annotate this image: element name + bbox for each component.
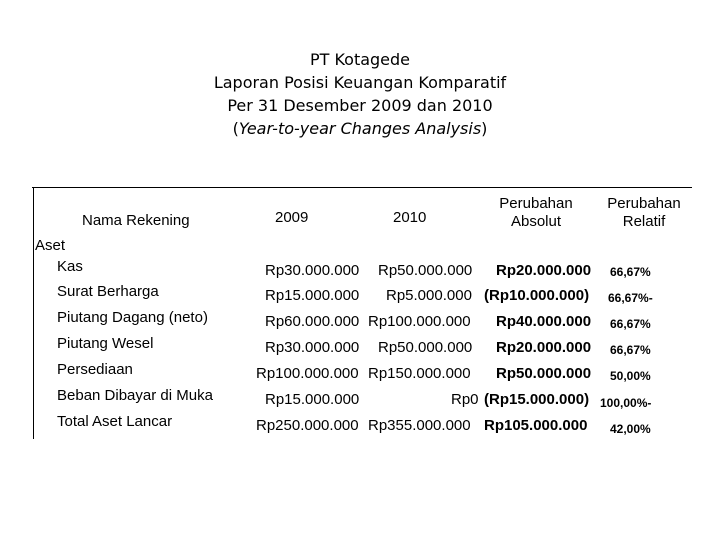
row-value-2009: Rp250.000.000 xyxy=(256,417,359,434)
row-value-2010: Rp150.000.000 xyxy=(368,365,471,382)
analysis-type: Year-to-year Changes Analysis xyxy=(238,119,482,138)
row-value-2010: Rp50.000.000 xyxy=(378,262,473,279)
header-2009: 2009 xyxy=(275,209,309,226)
header-account: Nama Rekening xyxy=(82,212,190,229)
row-relative-change: 100,00%- xyxy=(600,396,652,410)
report-subtitle xyxy=(0,117,720,140)
row-value-2010: Rp355.000.000 xyxy=(368,417,471,434)
row-value-2010: Rp0 xyxy=(451,391,479,408)
row-value-2009: Rp100.000.000 xyxy=(256,365,359,382)
report-period: Per 31 Desember 2009 dan 2010 xyxy=(227,96,493,115)
paren-open: ( xyxy=(232,119,239,138)
row-absolute-change: (Rp15.000.000) xyxy=(484,391,590,408)
report-title xyxy=(0,48,720,140)
row-absolute-change: Rp40.000.000 xyxy=(496,313,592,330)
row-absolute-change: Rp50.000.000 xyxy=(496,365,592,382)
paren-close: ) xyxy=(481,119,488,138)
header-relative-change xyxy=(600,195,688,231)
row-relative-change: 66,67% xyxy=(610,265,651,279)
company-name: PT Kotagede xyxy=(309,50,411,69)
row-relative-change: 66,67%- xyxy=(608,291,653,305)
row-value-2009: Rp15.000.000 xyxy=(265,287,360,304)
row-absolute-change: (Rp10.000.000) xyxy=(484,287,590,304)
row-label: Persediaan xyxy=(57,361,133,378)
table-top-rule xyxy=(32,187,692,188)
row-relative-change: 66,67% xyxy=(610,317,651,331)
header-relative-line2: Relatif xyxy=(622,213,666,230)
table-left-rule xyxy=(33,187,34,439)
row-absolute-change: Rp20.000.000 xyxy=(496,339,592,356)
row-label: Kas xyxy=(57,258,83,275)
row-value-2010: Rp50.000.000 xyxy=(378,339,473,356)
row-value-2009: Rp60.000.000 xyxy=(265,313,360,330)
header-absolute-change xyxy=(494,195,578,231)
row-absolute-change: Rp105.000.000 xyxy=(484,417,588,434)
row-relative-change: 50,00% xyxy=(610,369,651,383)
row-label: Surat Berharga xyxy=(57,283,159,300)
row-relative-change: 66,67% xyxy=(610,343,651,357)
row-label: Piutang Dagang (neto) xyxy=(57,309,208,326)
row-relative-change: 42,00% xyxy=(610,422,651,436)
header-absolute-line2: Absolut xyxy=(510,213,562,230)
header-2010: 2010 xyxy=(393,209,427,226)
row-value-2009: Rp30.000.000 xyxy=(265,339,360,356)
row-value-2009: Rp30.000.000 xyxy=(265,262,360,279)
report-name: Laporan Posisi Keuangan Komparatif xyxy=(213,73,507,92)
row-label: Beban Dibayar di Muka xyxy=(57,387,213,404)
header-relative-line1: Perubahan xyxy=(607,195,681,212)
row-label: Piutang Wesel xyxy=(57,335,154,352)
row-value-2010: Rp100.000.000 xyxy=(368,313,471,330)
row-value-2009: Rp15.000.000 xyxy=(265,391,360,408)
header-absolute-line1: Perubahan xyxy=(499,195,573,212)
row-value-2010: Rp5.000.000 xyxy=(386,287,472,304)
section-label: Aset xyxy=(35,237,66,254)
row-label-total: Total Aset Lancar xyxy=(57,413,173,430)
row-absolute-change: Rp20.000.000 xyxy=(496,262,592,279)
